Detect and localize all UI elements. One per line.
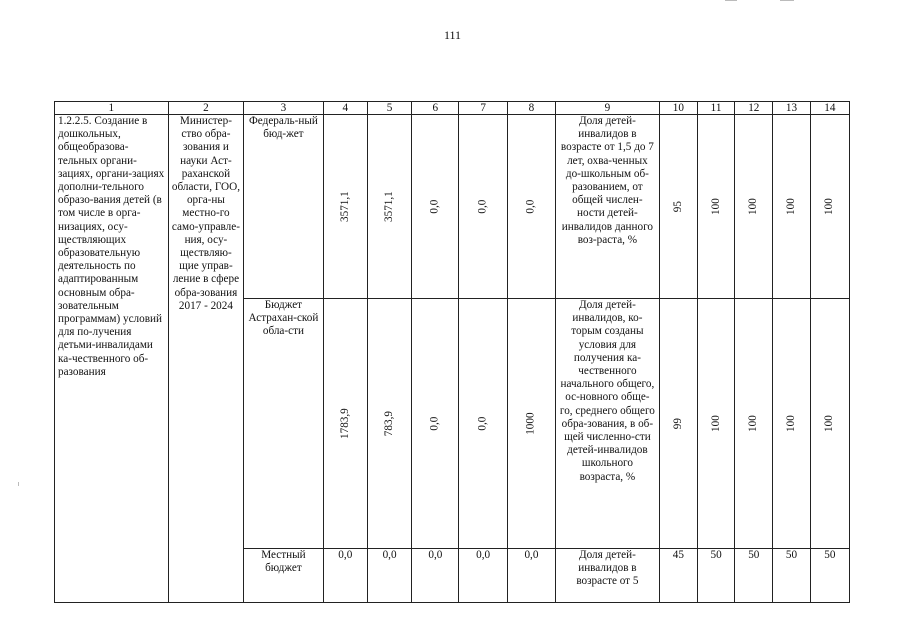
col-header: 3: [244, 102, 323, 115]
value-cell: [507, 299, 555, 549]
target-cell: 45: [659, 549, 697, 603]
indicator-cell: Доля детей-инвалидов, ко-торым созданы условия для получения ка-чественного начального общего, ос-новного обще-го, среднего общего обра-зования, в об-щей численно-сти детей-инвалидов школьного возраста, %: [556, 299, 660, 549]
target-cell: [659, 299, 697, 549]
col-header: 1: [55, 102, 169, 115]
target-text: 99: [671, 417, 684, 430]
value-cell: 0,0: [459, 549, 507, 603]
value-text: 0,0: [428, 199, 441, 214]
target-cell: 50: [773, 549, 810, 603]
target-text: 100: [747, 415, 760, 432]
value-text: 1783,9: [338, 408, 351, 439]
target-text: 100: [784, 415, 797, 432]
value-text: 3571,1: [338, 191, 351, 222]
target-cell: [697, 115, 734, 299]
target-cell: 50: [697, 549, 734, 603]
value-cell: [459, 299, 507, 549]
col-header: 12: [735, 102, 773, 115]
target-text: 100: [823, 415, 836, 432]
col-header: 8: [507, 102, 555, 115]
value-cell: [323, 299, 367, 549]
col-header: 7: [459, 102, 507, 115]
measure-cell: 1.2.2.5. Создание в дошкольных, общеобразова-тельных органи-зациях, органи-зациях дополни-тельного образо-вания детей (в том числе в орга-низациях, осу-ществляющих образовательную деятельность по адаптированным основным обра-зовательным программам) условий для по-лучения детьми-инвалидами ка-чественного об-разования: [55, 115, 169, 603]
target-cell: [659, 115, 697, 299]
value-text: 0,0: [476, 199, 489, 214]
value-cell: 0,0: [323, 549, 367, 603]
col-header: 4: [323, 102, 367, 115]
scan-mark: [18, 482, 19, 486]
value-text: 1000: [524, 412, 537, 435]
value-cell: [323, 115, 367, 299]
target-text: 100: [747, 198, 760, 215]
executor-cell: Министер-ство обра-зования и науки Аст-раханской области, ГОО, орга-ны местно-го само-управле-ния, осу-ществляю-щие управ-ление в сфере обра-зования 2017 - 2024: [168, 115, 243, 603]
target-text: 100: [709, 415, 722, 432]
target-text: 100: [709, 198, 722, 215]
scan-mark: [725, 0, 737, 1]
value-cell: [507, 115, 555, 299]
target-cell: [697, 299, 734, 549]
target-text: 100: [784, 198, 797, 215]
funding-source: Федераль-ный бюд-жет: [244, 115, 323, 299]
target-cell: 50: [810, 549, 849, 603]
value-cell: [367, 115, 411, 299]
header-row: [55, 102, 850, 115]
target-cell: [810, 115, 849, 299]
indicator-cell: Доля детей-инвалидов в возрасте от 5: [556, 549, 660, 603]
funding-source: Бюджет Астрахан-ской обла-сти: [244, 299, 323, 549]
value-cell: [367, 299, 411, 549]
col-header: 5: [367, 102, 411, 115]
scan-mark: [780, 0, 794, 1]
value-text: 3571,1: [382, 191, 395, 222]
value-cell: [459, 115, 507, 299]
target-cell: [735, 299, 773, 549]
value-text: 783,9: [382, 410, 395, 437]
col-header: 10: [659, 102, 697, 115]
target-text: 100: [823, 198, 836, 215]
indicator-cell: Доля детей-инвалидов в возрасте от 1,5 до 7 лет, охва-ченных до-школьным об-разованием, от общей числен-ности детей-инвалидов данного воз-раста, %: [556, 115, 660, 299]
col-header: 13: [773, 102, 810, 115]
target-cell: 50: [735, 549, 773, 603]
target-cell: [773, 299, 810, 549]
value-cell: 0,0: [412, 549, 459, 603]
value-cell: [412, 115, 459, 299]
table-row: [55, 115, 850, 299]
col-header: 9: [556, 102, 660, 115]
target-cell: [735, 115, 773, 299]
col-header: 14: [810, 102, 849, 115]
col-header: 11: [697, 102, 734, 115]
value-text: 0,0: [428, 416, 441, 431]
value-text: 0,0: [524, 199, 537, 214]
page-number: 111: [443, 28, 462, 42]
funding-source: Местный бюджет: [244, 549, 323, 603]
col-header: 2: [168, 102, 243, 115]
value-cell: 0,0: [507, 549, 555, 603]
target-text: 95: [671, 200, 684, 213]
value-cell: 0,0: [367, 549, 411, 603]
target-cell: [810, 299, 849, 549]
value-cell: [412, 299, 459, 549]
value-text: 0,0: [476, 416, 489, 431]
target-cell: [773, 115, 810, 299]
program-table: [54, 101, 850, 603]
col-header: 6: [412, 102, 459, 115]
